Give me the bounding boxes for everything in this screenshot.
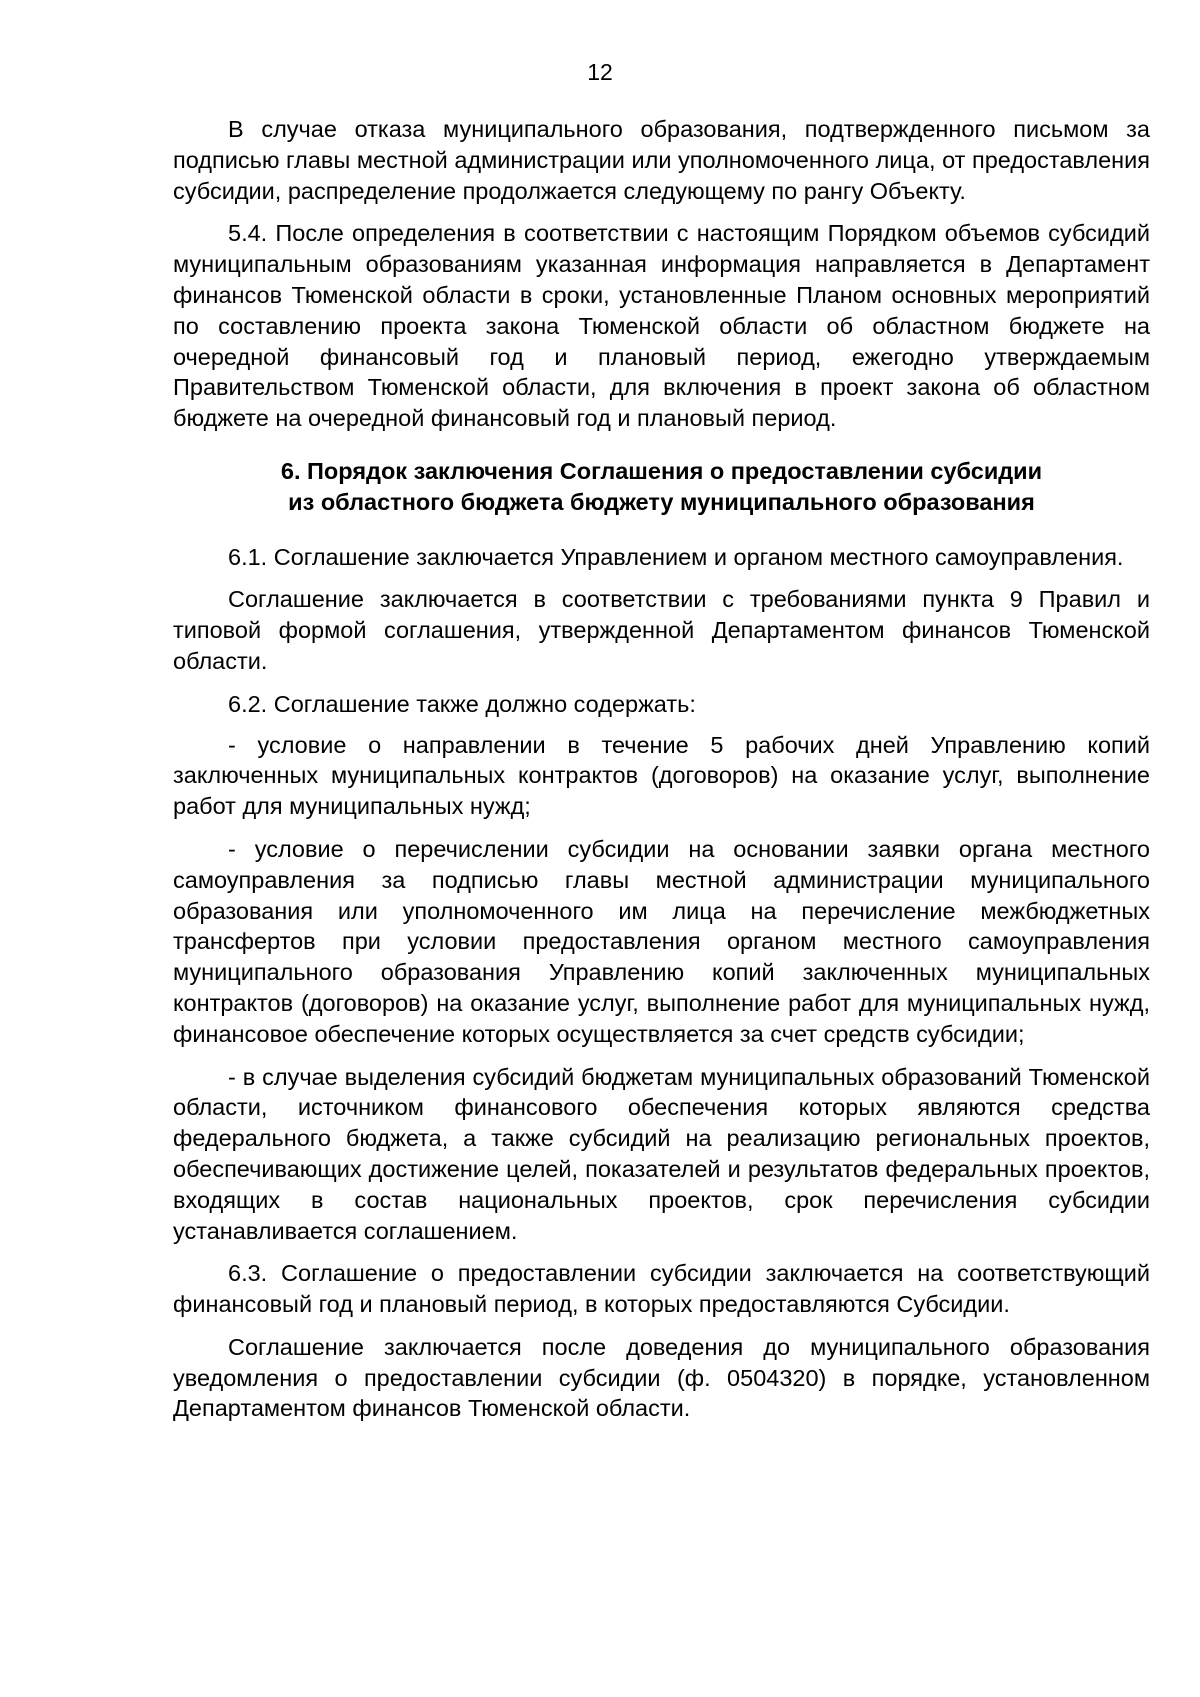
page-number: 12: [587, 59, 613, 85]
paragraph-6-1: 6.1. Соглашение заключается Управлением и органом местного самоуправления.: [228, 543, 1124, 570]
list-item-subsidy-transfer: - условие о перечислении субсидии на основании заявки органа местного самоуправления за подписью главы местной администрации муниципального образования или уполномоченного им лица на перечисление межбюджетных трансфертов при условии предоставления органом местного самоуправления муниципального образования Управлению копий заключенных муниципальных контрактов (договоров) на оказание услуг, выполнение работ для муниципальных нужд, финансовое обеспечение которых осуществляется за счет средств субсидии;: [173, 835, 1150, 1047]
paragraph-6-3: 6.3. Соглашение о предоставлении субсидии заключается на соответствующий финансовый год и плановый период, в которых предоставляются Субсидии.: [173, 1260, 1150, 1318]
document-body: [173, 114, 1150, 1436]
paragraph-agreement-requirements: Соглашение заключается в соответствии с требованиями пункта 9 Правил и типовой формой соглашения, утвержденной Департаментом финансов Тюменской области.: [173, 586, 1150, 674]
section-heading-line-2: из областного бюджета бюджету муниципального образования: [288, 488, 1035, 515]
paragraph-refusal: В случае отказа муниципального образования, подтвержденного письмом за подписью главы местной администрации или уполномоченного лица, от предоставления субсидии, распределение продолжается следующему по рангу Объекту.: [173, 116, 1150, 204]
paragraph-agreement-after-notice: Соглашение заключается после доведения до муниципального образования уведомления о предоставлении субсидии (ф. 0504320) в порядке, установленном Департаментом финансов Тюменской области.: [173, 1333, 1150, 1422]
section-heading-line-1: 6. Порядок заключения Соглашения о предоставлении субсидии: [280, 457, 1043, 484]
paragraph-6-2: 6.2. Соглашение также должно содержать:: [228, 690, 696, 717]
list-item-federal-funds: - в случае выделения субсидий бюджетам муниципальных образований Тюменской области, источником финансового обеспечения которых являются средства федерального бюджета, а также субсидий на реализацию региональных проектов, обеспечивающих достижение целей, показателей и результатов федеральных проектов, входящих в состав национальных проектов, срок перечисления субсидии устанавливается соглашением.: [173, 1063, 1150, 1244]
list-item-contracts-copies: - условие о направлении в течение 5 рабочих дней Управлению копий заключенных муниципальных контрактов (договоров) на оказание услуг, выполнение работ для муниципальных нужд;: [173, 731, 1150, 820]
paragraph-5-4: 5.4. После определения в соответствии с настоящим Порядком объемов субсидий муниципальным образованиям указанная информация направляется в Департамент финансов Тюменской области в сроки, установленные Планом основных мероприятий по составлению проекта закона Тюменской области об областном бюджете на очередной финансовый год и плановый период, ежегодно утверждаемым Правительством Тюменской области, для включения в проект закона об областном бюджете на очередной финансовый год и плановый период.: [173, 220, 1150, 432]
section-heading-6: [173, 456, 1150, 518]
